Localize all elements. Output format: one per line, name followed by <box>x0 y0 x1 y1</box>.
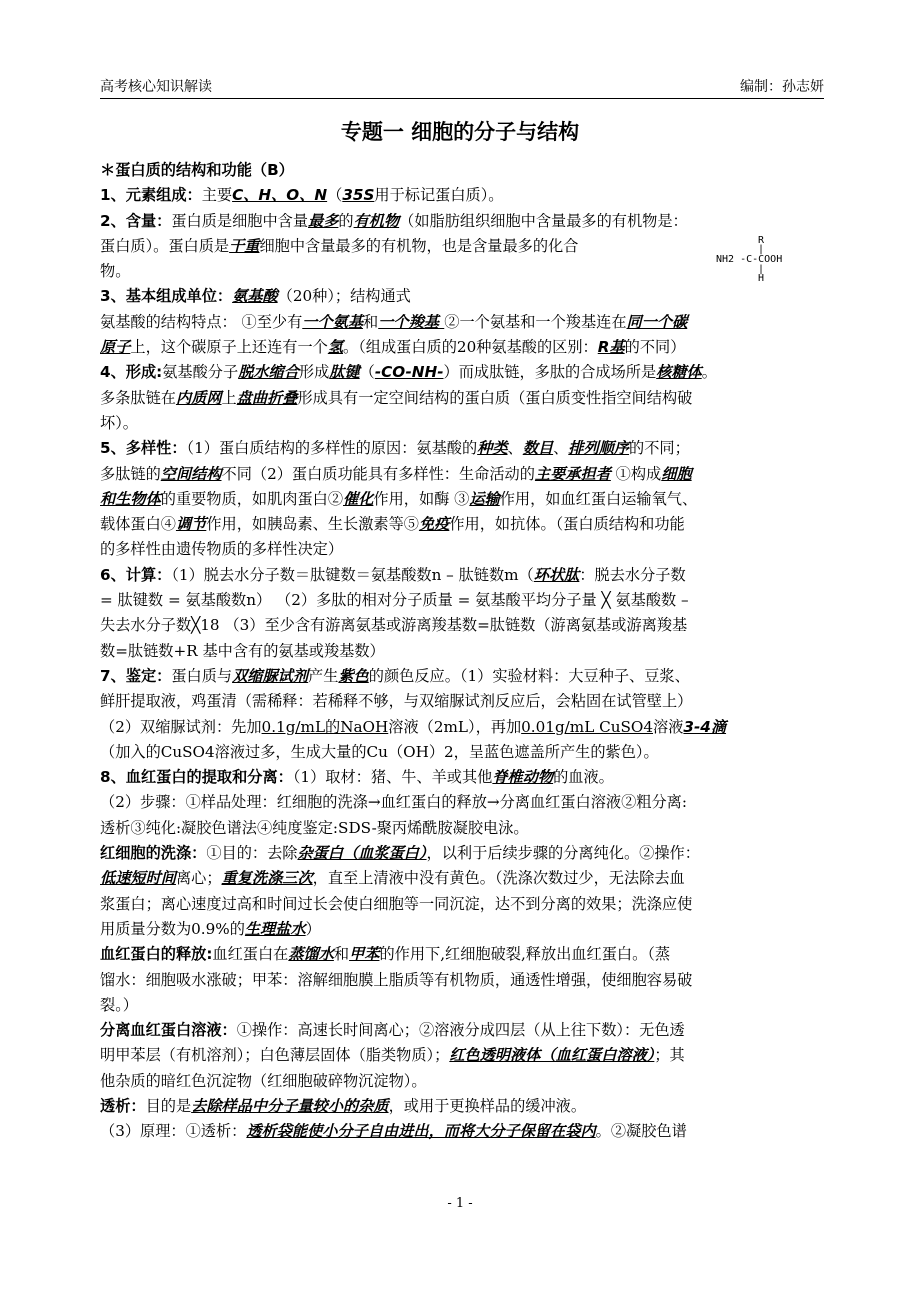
text-line <box>100 816 828 841</box>
document-body <box>100 158 828 1145</box>
text-line <box>100 1119 828 1144</box>
text-segment: 的颜色反应。（1）实验材料：大豆种子、豆浆、 <box>368 666 690 685</box>
formula-r: R <box>758 235 765 246</box>
key-term: 免疫 <box>418 515 450 534</box>
text-segment: 。②凝胶色谱 <box>595 1122 687 1141</box>
text-line <box>100 639 828 664</box>
text-segment: ①操作：高速长时间离心；②溶液分成四层（从上往下数）：无色透 <box>236 1021 685 1040</box>
section-heading: 分离血红蛋白溶液： <box>100 1021 237 1040</box>
text-segment: 氨基酸分子 <box>162 363 239 382</box>
text-segment: 溶液 <box>653 717 684 736</box>
key-term: 35S <box>342 186 375 205</box>
key-term: 低速短时间 <box>100 869 176 888</box>
key-term: 排列顺序 <box>568 439 630 458</box>
text-segment: 的不同； <box>629 439 690 458</box>
text-line <box>100 183 828 208</box>
key-term: 有机物 <box>353 211 400 230</box>
text-line <box>100 360 828 385</box>
text-segment: 透析③纯化:凝胶色谱法④纯度鉴定:SDS-聚丙烯酰胺凝胶电泳。 <box>100 818 529 837</box>
key-term: 蒸馏水 <box>288 945 334 964</box>
key-term: 甲苯 <box>349 945 380 964</box>
text-line <box>100 841 828 866</box>
text-segment: 作用，如抗体。（蛋白质结构和功能 <box>449 515 685 534</box>
key-term: 种类 <box>477 439 508 458</box>
text-line <box>100 664 828 689</box>
key-term: 内质网 <box>175 388 222 407</box>
text-segment: 溶液（2mL），再加 <box>388 717 522 736</box>
text-line <box>100 588 828 613</box>
text-line <box>100 386 828 411</box>
key-term: 肽键 <box>329 363 360 382</box>
text-segment: 多条肽链在 <box>100 388 176 407</box>
text-segment: 和 <box>363 312 379 331</box>
text-line <box>100 512 828 537</box>
text-segment: 产生 <box>308 666 339 685</box>
text-segment: 。（组成蛋白质的20种氨基酸的区别： <box>343 338 598 357</box>
text-segment: 鲜肝提取液，鸡蛋清（需稀释：若稀释不够，与双缩脲试剂反应后，会粘固在试管壁上） <box>100 692 693 711</box>
text-line <box>100 1069 828 1094</box>
key-term: 红色透明液体（血红蛋白溶液） <box>449 1046 655 1065</box>
text-line <box>100 310 828 335</box>
key-term: 脱水缩合 <box>238 363 299 382</box>
text-line <box>100 537 828 562</box>
text-line <box>100 866 828 891</box>
key-term: R基 <box>597 338 625 357</box>
key-term: 紫色 <box>338 666 369 685</box>
formula-bond-bottom: | <box>758 264 765 275</box>
key-term: 细胞 <box>661 464 692 483</box>
text-segment: ） <box>305 919 321 938</box>
text-segment: 主要 <box>201 186 233 205</box>
key-term: 最多 <box>308 211 339 230</box>
text-line <box>100 765 828 790</box>
text-segment: （1）取材：猪、牛、羊或其他 <box>292 768 493 787</box>
text-line <box>100 487 828 512</box>
key-term: 脊椎动物 <box>492 768 554 787</box>
text-segment: （ <box>327 186 343 205</box>
key-term: 杂蛋白（血浆蛋白） <box>297 844 427 863</box>
section-heading: 7、鉴定： <box>100 666 172 685</box>
text-segment: 浆蛋白；离心速度过高和时间过长会使白细胞等一同沉淀，达不到分离的效果；洗涤应使 <box>100 894 693 913</box>
text-segment: 作用，如酶 ③ <box>373 489 470 508</box>
text-line <box>100 968 828 993</box>
text-segment: 的 <box>338 211 354 230</box>
key-term: 和生物体 <box>100 489 161 508</box>
formula-h: H <box>758 273 765 284</box>
text-line <box>100 284 828 309</box>
text-line <box>100 892 828 917</box>
text-segment: （1）蛋白质结构的多样性的原因：氨基酸的 <box>186 439 478 458</box>
text-segment: 载体蛋白④ <box>100 515 176 534</box>
key-term: 氨基酸 <box>232 287 278 306</box>
text-segment: 作用，如胰岛素、生长激素等⑤ <box>206 515 419 534</box>
text-segment: 形成具有一定空间结构的蛋白质（蛋白质变性指空间结构破 <box>297 388 693 407</box>
text-segment: ，直至上清液中没有黄色。（洗涤次数过少，无法除去血 <box>312 869 685 888</box>
key-term: 氢 <box>327 338 343 357</box>
text-segment: ，以利于后续步骤的分离纯化。②操作： <box>426 844 700 863</box>
text-segment: 的重要物质，如肌肉蛋白② <box>160 489 343 508</box>
text-segment: 馏水：细胞吸水涨破；甲苯：溶解细胞膜上脂质等有机物质，通透性增强，使细胞容易破 <box>100 970 693 989</box>
text-segment: 形成 <box>298 363 330 382</box>
text-segment: 的多样性由遗传物质的多样性决定） <box>100 540 343 559</box>
text-segment: （3）原理：①透析： <box>100 1122 247 1141</box>
key-term: 主要承担者 <box>534 464 611 483</box>
text-line <box>100 689 828 714</box>
key-term: 一个羧基 <box>378 312 445 331</box>
text-segment: （如脂肪组织细胞中含量最多的有机物是： <box>399 211 688 230</box>
text-segment: 离心； <box>175 869 222 888</box>
section-heading: 2、含量： <box>100 211 172 230</box>
key-term: 双缩脲试剂 <box>232 666 309 685</box>
text-segment: （ <box>359 363 375 382</box>
text-line <box>100 790 828 815</box>
text-line <box>100 462 828 487</box>
text-segment: ：脱去水分子数 <box>579 565 686 584</box>
page-header <box>100 76 824 99</box>
key-term: 调节 <box>175 515 207 534</box>
section-heading: 3、基本组成单位： <box>100 287 233 306</box>
key-term: -CO-NH- <box>374 363 444 382</box>
section-heading: 6、计算： <box>100 565 172 584</box>
section-heading: 透析： <box>100 1096 146 1115</box>
text-line <box>100 917 828 942</box>
text-line <box>100 436 828 461</box>
key-term: 运输 <box>469 489 500 508</box>
key-term: 空间结构 <box>160 464 222 483</box>
text-line <box>100 563 828 588</box>
text-segment: 明甲苯层（有机溶剂）；白色薄层固体（脂类物质）； <box>100 1046 450 1065</box>
text-segment: ；其 <box>654 1046 685 1065</box>
text-segment: 、 <box>553 439 569 458</box>
key-term: 干重 <box>229 236 260 255</box>
text-segment: ，或用于更换样品的缓冲液。 <box>388 1096 586 1115</box>
formula-bond-top: | <box>758 244 765 255</box>
text-segment: 蛋白质）。蛋白质是 <box>100 236 230 255</box>
text-segment: （1）脱去水分子数＝肽键数＝氨基酸数n – 肽链数m（ <box>171 565 534 584</box>
text-segment: 的血液。 <box>553 768 614 787</box>
text-line <box>100 335 828 360</box>
text-segment: 、 <box>507 439 523 458</box>
key-term: 盘曲折叠 <box>236 388 298 407</box>
text-segment: 坏）。 <box>100 413 138 432</box>
text-line <box>100 1094 828 1119</box>
text-segment: （2）双缩脲试剂：先加 <box>100 717 262 736</box>
text-segment: 细胞中含量最多的有机物，也是含量最多的化合 <box>259 236 579 255</box>
section-heading: 红细胞的洗涤： <box>100 844 207 863</box>
key-term: 原子 <box>100 338 131 357</box>
key-term: 环状肽 <box>533 565 580 584</box>
text-segment: 的不同） <box>624 338 686 357</box>
text-line <box>100 158 828 183</box>
key-term: 同一个碳 <box>626 312 688 331</box>
page-number: - 1 - <box>447 1196 473 1211</box>
text-segment: 上 <box>221 388 237 407</box>
text-segment: 。 <box>701 363 717 382</box>
key-term: 生理盐水 <box>244 919 306 938</box>
section-heading: 8、血红蛋白的提取和分离： <box>100 768 293 787</box>
text-segment: 裂。） <box>100 995 138 1014</box>
page-title: 专题一 细胞的分子与结构 <box>340 120 580 144</box>
key-term: 催化 <box>343 489 374 508</box>
key-term: C、H、O、N <box>232 186 328 205</box>
text-segment: 用质量分数为0.9%的 <box>100 919 245 938</box>
text-segment: 目的是 <box>145 1096 192 1115</box>
text-segment: ①目的：去除 <box>206 844 298 863</box>
key-term: 核糖体 <box>656 363 702 382</box>
text-line <box>100 942 828 967</box>
key-term: 数目 <box>522 439 554 458</box>
section-heading: ＊蛋白质的结构和功能（B） <box>100 161 294 179</box>
text-segment: 失去水分子数╳18 （3）至少含有游离氨基或游离羧基数=肽链数（游离氨基或游离羧基 <box>100 616 688 635</box>
section-heading: 4、形成: <box>100 363 163 382</box>
text-segment: 的作用下,红细胞破裂,释放出血红蛋白。（蒸 <box>379 945 671 964</box>
formula-main: NH2 -C-COOH <box>716 254 783 265</box>
text-segment: 用于标记蛋白质）。 <box>374 186 504 205</box>
header-right: 编制：孙志妍 <box>740 79 824 95</box>
text-segment: ）而成肽链，多肽的合成场所是 <box>443 363 657 382</box>
text-line <box>100 1018 828 1043</box>
text-line <box>100 1043 828 1068</box>
key-term: 透析袋能使小分子自由进出，而将大分子保留在袋内 <box>246 1122 596 1141</box>
text-line <box>100 715 828 740</box>
key-term: 一个氨基 <box>302 312 364 331</box>
text-segment: （加入的CuSO4溶液过多，生成大量的Cu（OH）2，呈蓝色遮盖所产生的紫色）。 <box>100 742 659 761</box>
text-segment: （20种）；结构通式 <box>277 287 411 306</box>
section-heading: 血红蛋白的释放: <box>100 945 213 964</box>
text-segment: ②一个氨基和一个羧基连在 <box>444 312 627 331</box>
text-line <box>100 209 828 234</box>
text-line <box>100 411 828 436</box>
key-term: 重复洗涤三次 <box>221 869 313 888</box>
text-segment: 不同（2）蛋白质功能具有多样性：生命活动的 <box>221 464 535 483</box>
text-line <box>100 993 828 1018</box>
amino-acid-structure-formula <box>716 235 826 287</box>
text-segment: 上，这个碳原子上还连有一个 <box>130 338 328 357</box>
section-heading: 5、多样性： <box>100 439 187 458</box>
text-segment: 和 <box>333 945 350 964</box>
text-segment: 物。 <box>100 262 131 281</box>
key-term: 3-4滴 <box>683 717 727 736</box>
text-segment: 0.01g/mL CuSO4 <box>521 717 654 736</box>
text-segment: 作用，如血红蛋白运输氧气、 <box>499 489 698 508</box>
text-segment: ①构成 <box>610 464 662 483</box>
text-segment: 蛋白质是细胞中含量 <box>171 211 309 230</box>
text-line <box>100 740 828 765</box>
text-segment: 0.1g/mL的NaOH <box>261 717 389 736</box>
text-segment: 多肽链的 <box>100 464 161 483</box>
section-heading: 1、元素组成： <box>100 186 202 205</box>
text-segment: 蛋白质与 <box>171 666 233 685</box>
text-segment: = 肽键数 = 氨基酸数n） （2）多肽的相对分子质量 = 氨基酸平均分子量 ╳ 氨基酸数 – <box>100 591 689 610</box>
key-term: 去除样品中分子量较小的杂质 <box>191 1096 389 1115</box>
text-segment: 氨基酸的结构特点： ①至少有 <box>100 312 303 331</box>
text-segment: 数=肽链数+R 基中含有的氨基或羧基数） <box>100 641 385 660</box>
text-segment: （2）步骤：①样品处理：红细胞的洗涤→血红蛋白的释放→分离血红蛋白溶液②粗分离: <box>100 793 687 812</box>
text-line <box>100 613 828 638</box>
text-segment: 血红蛋白在 <box>212 945 289 964</box>
header-left: 高考核心知识解读 <box>100 79 212 95</box>
text-segment: 他杂质的暗红色沉淀物（红细胞破碎物沉淀物）。 <box>100 1071 427 1090</box>
